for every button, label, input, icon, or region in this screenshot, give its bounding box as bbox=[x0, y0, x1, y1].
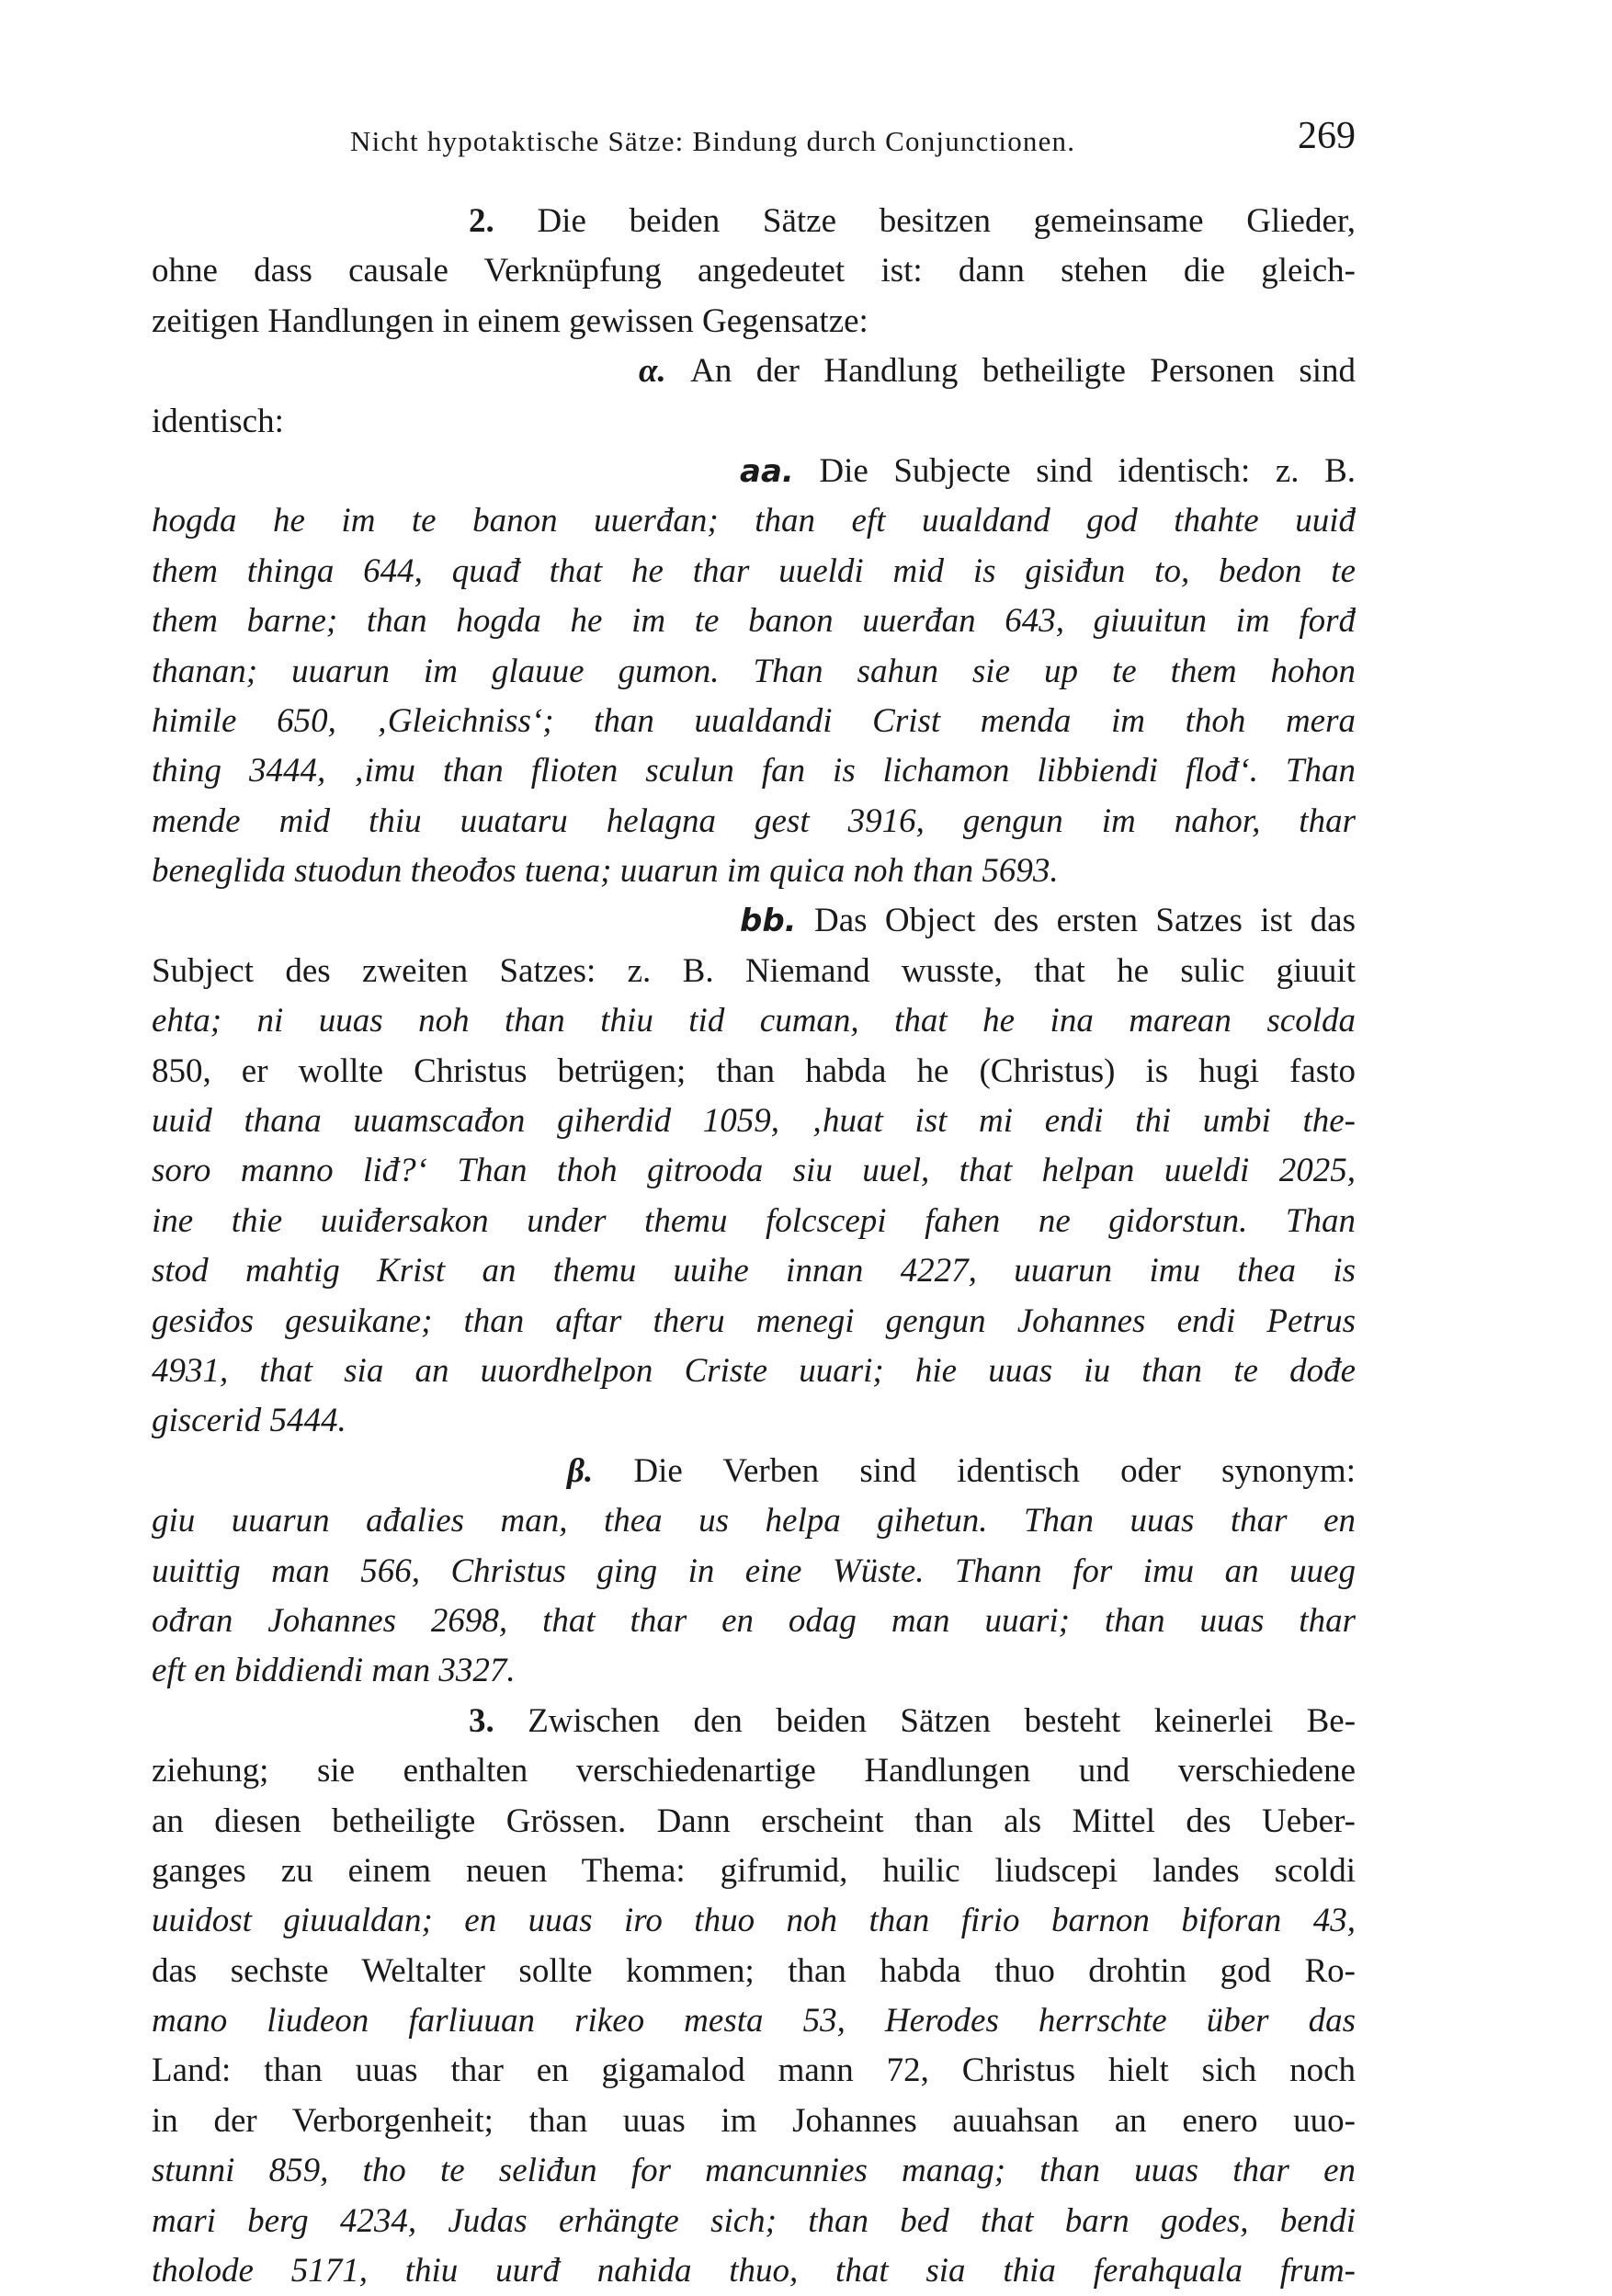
example-line: soro manno liđ?‘ Than thoh gitrooda siu uuel, that helpan uueldi 2025, bbox=[152, 1152, 1356, 1190]
running-head bbox=[152, 114, 1356, 169]
text-line: ziehung; sie enthalten verschiedenartige Handlungen und verschiedene bbox=[152, 1752, 1356, 1790]
example-line: mano liudeon farliuuan rikeo mesta 53, Herodes herrschte über das bbox=[152, 2002, 1356, 2040]
text-line: das sechste Weltalter sollte kommen; than habda thuo drohtin god Ro- bbox=[152, 1951, 1356, 1990]
example-line: uuittig man 566, Christus ging in eine Wüste. Thann for imu an uueg bbox=[152, 1552, 1356, 1590]
example-line: himile 650, ‚Gleichniss‘; than uualdandi Crist menda im thoh mera bbox=[152, 701, 1356, 740]
page-body bbox=[152, 197, 1356, 2296]
example-line: ehta; ni uuas noh than thiu tid cuman, that he ina marean scolda bbox=[152, 1002, 1356, 1040]
example-line: 4931, that sia an uuordhelpon Criste uuari; hie uuas iu than te dođe bbox=[152, 1351, 1356, 1390]
running-title: Nicht hypotaktische Sätze: Bindung durch Conjunctionen. bbox=[350, 125, 1076, 157]
example-line: gesiđos gesuikane; than aftar theru menegi gengun Johannes endi Petrus bbox=[152, 1301, 1356, 1340]
example-line: eft en biddiendi man 3327. bbox=[152, 1652, 516, 1690]
subsection-aa-line bbox=[152, 447, 1356, 496]
example-line: giscerid 5444. bbox=[152, 1402, 346, 1440]
section-2-heading-line bbox=[152, 197, 1356, 246]
section-3-heading-line bbox=[152, 1697, 1356, 1746]
section-marker: 3. bbox=[469, 1701, 494, 1740]
example-line: beneglida stuodun theođos tuena; uuarun im quica noh than 5693. bbox=[152, 852, 1059, 891]
page-number: 269 bbox=[1298, 115, 1356, 157]
example-line: them thinga 644, quađ that he thar uueldi mid is gisiđun to, bedon te bbox=[152, 551, 1356, 590]
example-line: thing 3444, ‚imu than flioten sculun fan is lichamon libbiendi flođ‘. Than bbox=[152, 752, 1356, 790]
example-line: ine thie uuiđersakon under themu folcscepi fahen ne gidorstun. Than bbox=[152, 1201, 1356, 1240]
text-line: Subject des zweiten Satzes: z. B. Niemand wusste, that he sulic giuuit bbox=[152, 951, 1356, 990]
subsection-marker: aa. bbox=[740, 452, 794, 490]
example-line: them barne; than hogda he im te banon uuerđan 643, giuuitun im forđ bbox=[152, 602, 1356, 641]
text-line: ohne dass causale Verknüpfung angedeutet ist: dann stehen die gleich- bbox=[152, 252, 1356, 290]
text-line: identisch: bbox=[152, 402, 284, 440]
example-line: stunni 859, tho te seliđun for mancunnies manag; than uuas thar en bbox=[152, 2152, 1356, 2190]
example-line: giu uuarun ađalies man, thea us helpa gihetun. Than uuas thar en bbox=[152, 1502, 1356, 1540]
text-line: Land: than uuas thar en gigamalod mann 72, Christus hielt sich noch bbox=[152, 2052, 1356, 2090]
text-line: an diesen betheiligte Grössen. Dann erscheint than als Mittel des Ueber- bbox=[152, 1802, 1356, 1840]
subsection-bb-line bbox=[152, 896, 1356, 946]
text-line: in der Verborgenheit; than uuas im Johannes auuahsan an enero uuo- bbox=[152, 2101, 1356, 2140]
text-line: Die Subjecte sind identisch: z. B. bbox=[819, 451, 1356, 490]
example-line: tholode 5171, thiu uurđ nahida thuo, that sia thia ferahquala frum- bbox=[152, 2252, 1356, 2290]
example-line: thanan; uuarun im glauue gumon. Than sahun sie up te them hohon bbox=[152, 652, 1356, 690]
example-line: uuid thana uuamscađon giherdid 1059, ‚huat ist mi endi thi umbi the- bbox=[152, 1102, 1356, 1141]
text-line: Die Verben sind identisch oder synonym: bbox=[633, 1451, 1356, 1490]
example-line: uuidost giuualdan; en uuas iro thuo noh than firio barnon biforan 43, bbox=[152, 1902, 1356, 1940]
example-line: hogda he im te banon uuerđan; than eft uualdand god thahte uuiđ bbox=[152, 502, 1356, 540]
example-line: stod mahtig Krist an themu uuihe innan 4227, uuarun imu thea is bbox=[152, 1252, 1356, 1290]
subsection-marker: bb. bbox=[740, 903, 797, 940]
text-line: An der Handlung betheiligte Personen sind bbox=[690, 352, 1356, 391]
text-line: Das Object des ersten Satzes ist das bbox=[814, 902, 1356, 940]
text-line: ganges zu einem neuen Thema: gifrumid, huilic liudscepi landes scoldi bbox=[152, 1851, 1356, 1890]
section-marker: 2. bbox=[469, 202, 494, 240]
text-line: 850, er wollte Christus betrügen; than habda he (Christus) is hugi fasto bbox=[152, 1051, 1356, 1090]
example-line: ođran Johannes 2698, that thar en odag man uuari; than uuas thar bbox=[152, 1601, 1356, 1640]
text-line: zeitigen Handlungen in einem gewissen Gegensatze: bbox=[152, 301, 868, 340]
subsection-marker: β. bbox=[567, 1451, 594, 1490]
text-line: Die beiden Sätze besitzen gemeinsame Glieder, bbox=[537, 202, 1356, 240]
example-line: mende mid thiu uuataru helagna gest 3916, gengun im nahor, thar bbox=[152, 801, 1356, 840]
example-line: mari berg 4234, Judas erhängte sich; than bed that barn godes, bendi bbox=[152, 2201, 1356, 2240]
subsection-beta-line bbox=[152, 1447, 1356, 1496]
subsection-marker: α. bbox=[639, 352, 666, 391]
text-line: Zwischen den beiden Sätzen besteht keinerlei Be- bbox=[528, 1701, 1356, 1740]
subsection-alpha-line bbox=[152, 347, 1356, 396]
